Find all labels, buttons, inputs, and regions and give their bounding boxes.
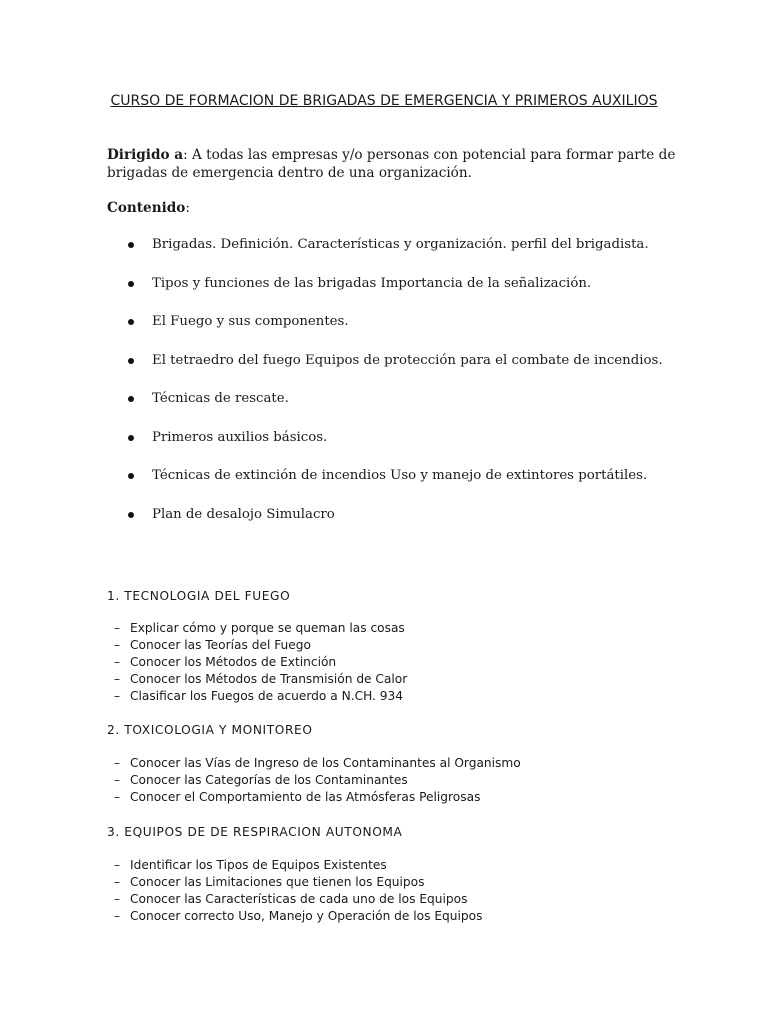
list-item xyxy=(114,874,482,891)
dash-icon: – xyxy=(114,790,121,804)
dash-icon: – xyxy=(114,773,121,787)
section-heading-2: 2. TOXICOLOGIA Y MONITOREO xyxy=(107,723,313,737)
list-item xyxy=(114,772,521,789)
list-item-text: Brigadas. Definición. Características y organización. perfil del brigadista. xyxy=(152,237,649,252)
list-item xyxy=(114,671,407,688)
list-item-text: Explicar cómo y porque se queman las cosas xyxy=(130,621,405,635)
list-item-text: Tipos y funciones de las brigadas Importancia de la señalización. xyxy=(152,275,592,291)
list-item xyxy=(107,236,663,275)
bullet-icon xyxy=(128,281,134,287)
list-item xyxy=(107,313,663,352)
list-item xyxy=(114,688,407,705)
section-heading-3: 3. EQUIPOS DE DE RESPIRACION AUTONOMA xyxy=(107,825,403,839)
list-item-text: Conocer las Teorías del Fuego xyxy=(130,638,311,652)
list-item-text: Conocer las Vías de Ingreso de los Contaminantes al Organismo xyxy=(130,756,521,770)
list-item xyxy=(114,789,521,806)
list-item xyxy=(107,275,663,314)
bullet-icon xyxy=(128,473,134,479)
list-item-text: Plan de desalojo Simulacro xyxy=(152,506,335,522)
list-item xyxy=(107,390,663,429)
list-item-text: Técnicas de extinción de incendios Uso y manejo de extintores portátiles. xyxy=(152,468,648,483)
list-item xyxy=(114,908,482,925)
list-item xyxy=(107,352,663,391)
list-item-text: Primeros auxilios básicos. xyxy=(152,429,328,445)
list-item-text: Clasificar los Fuegos de acuerdo a N.CH. 934 xyxy=(130,689,404,703)
dash-icon: – xyxy=(114,689,121,703)
list-item-text: Conocer las Limitaciones que tienen los Equipos xyxy=(130,875,425,889)
bullet-icon xyxy=(128,358,134,364)
dash-icon: – xyxy=(114,756,121,770)
list-item-text: Conocer correcto Uso, Manejo y Operación de los Equipos xyxy=(130,909,483,923)
bullet-icon xyxy=(128,435,134,441)
list-item-text: Conocer los Métodos de Transmisión de Calor xyxy=(130,672,408,686)
list-item-text: El tetraedro del fuego Equipos de protección para el combate de incendios. xyxy=(152,352,663,368)
list-item xyxy=(114,637,407,654)
contenido-list xyxy=(107,236,663,544)
dash-icon: – xyxy=(114,621,121,635)
list-item xyxy=(114,891,482,908)
document-title: CURSO DE FORMACION DE BRIGADAS DE EMERGENCIA Y PRIMEROS AUXILIOS xyxy=(110,93,658,109)
dash-icon: – xyxy=(114,875,121,889)
list-item-text: Conocer las Características de cada uno de los Equipos xyxy=(130,892,468,906)
list-item-text: Conocer las Categorías de los Contaminantes xyxy=(130,773,408,787)
dash-icon: – xyxy=(114,655,121,669)
dirigido-paragraph xyxy=(107,146,677,182)
bullet-icon xyxy=(128,512,134,518)
dash-icon: – xyxy=(114,892,121,906)
contenido-colon: : xyxy=(185,200,190,216)
list-item xyxy=(114,620,407,637)
dirigido-label: Dirigido a xyxy=(107,147,184,163)
bullet-icon xyxy=(128,319,134,325)
list-item-text: Identificar los Tipos de Equipos Existentes xyxy=(130,858,387,872)
list-item xyxy=(107,506,663,545)
list-item xyxy=(114,654,407,671)
dirigido-text: : A todas las empresas y/o personas con potencial para formar parte de brigadas de emergencia dentro de una organización. xyxy=(107,147,676,181)
contenido-label: Contenido xyxy=(107,200,186,216)
contenido-heading xyxy=(107,199,190,217)
list-item xyxy=(114,755,521,772)
list-item xyxy=(107,429,663,468)
dash-icon: – xyxy=(114,638,121,652)
bullet-icon xyxy=(128,396,134,402)
list-item-text: Conocer el Comportamiento de las Atmósferas Peligrosas xyxy=(130,790,481,804)
section-2-list xyxy=(114,755,521,806)
bullet-icon xyxy=(128,242,134,248)
list-item-text: El Fuego y sus componentes. xyxy=(152,314,349,329)
list-item xyxy=(107,467,663,506)
dash-icon: – xyxy=(114,858,121,872)
section-1-list xyxy=(114,620,407,705)
section-heading-1: 1. TECNOLOGIA DEL FUEGO xyxy=(107,589,291,603)
list-item-text: Conocer los Métodos de Extinción xyxy=(130,655,337,669)
dash-icon: – xyxy=(114,909,121,923)
list-item xyxy=(114,857,482,874)
dash-icon: – xyxy=(114,672,121,686)
section-3-list xyxy=(114,857,482,925)
list-item-text: Técnicas de rescate. xyxy=(152,391,289,406)
